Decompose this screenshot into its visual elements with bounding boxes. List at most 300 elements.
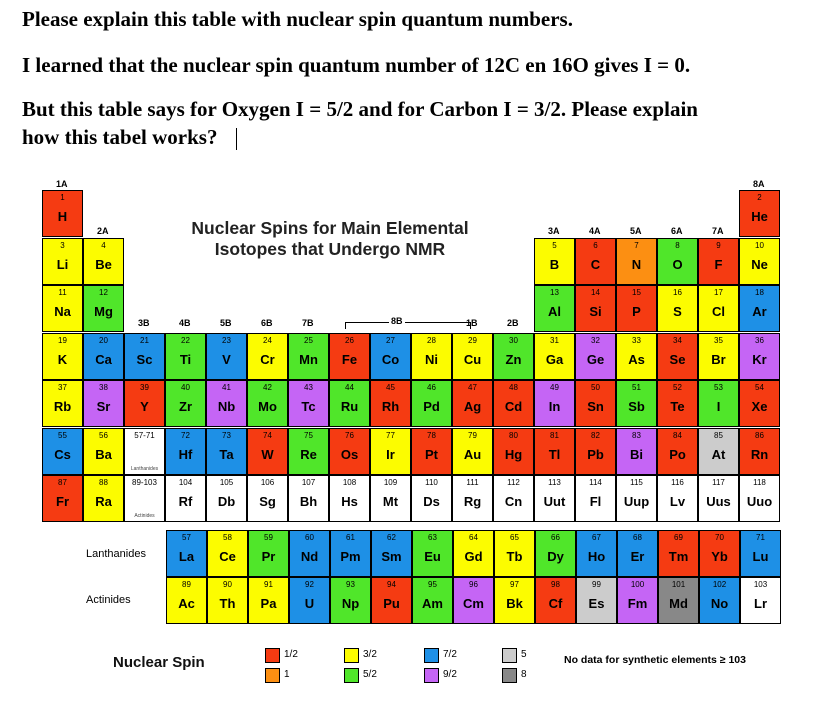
element-cell-bi bbox=[616, 428, 657, 475]
atomic-number: 21 bbox=[140, 335, 149, 345]
atomic-number: 47 bbox=[468, 383, 477, 392]
legend-label: 9/2 bbox=[443, 669, 457, 680]
element-cell-fl bbox=[575, 475, 616, 522]
element-cell-at bbox=[698, 428, 739, 475]
element-symbol: Ho bbox=[587, 549, 606, 564]
element-symbol: Bh bbox=[299, 494, 318, 509]
element-symbol: Hg bbox=[504, 446, 523, 462]
atomic-number: 101 bbox=[671, 580, 686, 589]
atomic-number: 59 bbox=[264, 533, 273, 542]
group-label-3a: 3A bbox=[548, 226, 560, 236]
element-cell-u bbox=[289, 577, 330, 624]
element-symbol: Be bbox=[95, 256, 112, 272]
element-symbol: Tl bbox=[548, 446, 561, 462]
group-label-1a: 1A bbox=[56, 179, 68, 189]
element-symbol: Rg bbox=[463, 494, 482, 509]
group-label-8b: 8B bbox=[391, 316, 403, 326]
group-label-2a: 2A bbox=[97, 226, 109, 236]
element-symbol: Ds bbox=[423, 494, 440, 509]
element-cell-yb bbox=[699, 530, 740, 577]
element-symbol: Lr bbox=[754, 596, 767, 611]
atomic-number: 97 bbox=[510, 580, 519, 589]
atomic-number: 100 bbox=[630, 580, 645, 589]
element-cell-bh bbox=[288, 475, 329, 522]
element-symbol: Pd bbox=[423, 399, 440, 414]
element-symbol: Lu bbox=[752, 549, 769, 564]
element-cell-uuo bbox=[739, 475, 780, 522]
element-symbol: Sg bbox=[259, 494, 276, 509]
element-cell-hf bbox=[165, 428, 206, 475]
element-cell-nb bbox=[206, 380, 247, 427]
atomic-number: 62 bbox=[387, 533, 396, 542]
atomic-number: 44 bbox=[345, 383, 354, 392]
atomic-number: 118 bbox=[753, 478, 766, 487]
element-cell-pb bbox=[575, 428, 616, 475]
atomic-number: 23 bbox=[222, 335, 231, 345]
element-symbol: Uup bbox=[623, 494, 650, 509]
element-cell-c bbox=[575, 238, 616, 285]
element-symbol: Se bbox=[669, 351, 686, 367]
element-symbol: I bbox=[716, 399, 721, 414]
element-symbol: Sb bbox=[628, 399, 645, 414]
element-cell-he bbox=[739, 190, 780, 237]
atomic-number: 70 bbox=[715, 533, 724, 542]
element-cell-v bbox=[206, 333, 247, 380]
atomic-number: 103 bbox=[753, 580, 768, 589]
question-line-3: But this table says for Oxygen I = 5/2 and for Carbon I = 3/2. Please explain bbox=[22, 97, 698, 121]
atomic-number: 14 bbox=[591, 288, 600, 297]
legend-label: 5/2 bbox=[363, 669, 377, 680]
atomic-number: 9 bbox=[716, 240, 721, 250]
element-cell-mn bbox=[288, 333, 329, 380]
atomic-number: 32 bbox=[591, 335, 600, 345]
group-label-4a: 4A bbox=[589, 226, 601, 236]
element-symbol: Ge bbox=[586, 351, 605, 367]
element-cell-no bbox=[699, 577, 740, 624]
element-symbol: U bbox=[304, 596, 315, 611]
element-cell-pa bbox=[248, 577, 289, 624]
element-symbol: Nb bbox=[217, 399, 236, 414]
group-label-6a: 6A bbox=[671, 226, 683, 236]
element-symbol: P bbox=[632, 304, 641, 319]
element-cell-na bbox=[42, 285, 83, 332]
atomic-number: 53 bbox=[714, 383, 723, 392]
atomic-number: 31 bbox=[550, 335, 559, 345]
element-cell-y bbox=[124, 380, 165, 427]
element-cell-am bbox=[412, 577, 453, 624]
atomic-number: 91 bbox=[264, 580, 273, 589]
element-cell-md bbox=[658, 577, 699, 624]
group-label-4b: 4B bbox=[179, 318, 191, 328]
atomic-number: 116 bbox=[671, 478, 684, 487]
atomic-number: 50 bbox=[591, 383, 600, 392]
atomic-number: 110 bbox=[425, 478, 438, 487]
element-cell-br bbox=[698, 333, 739, 380]
atomic-number: 73 bbox=[222, 430, 231, 440]
element-symbol: Cd bbox=[504, 399, 523, 414]
atomic-number: 37 bbox=[58, 383, 67, 392]
element-symbol: C bbox=[590, 256, 601, 272]
series-note: Actinides bbox=[134, 513, 155, 519]
element-symbol: Zn bbox=[505, 351, 522, 367]
element-symbol: Xe bbox=[751, 399, 768, 414]
table-title-line-1: Nuclear Spins for Main Elemental bbox=[191, 218, 469, 238]
atomic-number: 3 bbox=[60, 240, 65, 250]
group-label-8a: 8A bbox=[753, 179, 765, 189]
atomic-number: 75 bbox=[304, 430, 313, 440]
element-cell-ho bbox=[576, 530, 617, 577]
atomic-number: 104 bbox=[178, 478, 193, 487]
element-cell-hs bbox=[329, 475, 370, 522]
element-symbol: Rf bbox=[178, 494, 193, 509]
lanthanides-row-label: Lanthanides bbox=[86, 548, 146, 560]
element-cell-zr bbox=[165, 380, 206, 427]
element-cell-sm bbox=[371, 530, 412, 577]
element-symbol: Pb bbox=[587, 446, 604, 462]
group-label-5a: 5A bbox=[630, 226, 642, 236]
element-cell-cf bbox=[535, 577, 576, 624]
element-cell-db bbox=[206, 475, 247, 522]
element-symbol: Hf bbox=[178, 446, 193, 462]
element-cell-cn bbox=[493, 475, 534, 522]
atomic-number: 41 bbox=[222, 383, 231, 392]
element-cell-ge bbox=[575, 333, 616, 380]
element-cell-uus bbox=[698, 475, 739, 522]
element-symbol: Tb bbox=[506, 549, 523, 564]
element-cell-os bbox=[329, 428, 370, 475]
element-cell-sn bbox=[575, 380, 616, 427]
atomic-number: 49 bbox=[550, 383, 559, 392]
element-symbol: Au bbox=[463, 446, 482, 462]
table-title bbox=[160, 218, 500, 260]
element-cell-tm bbox=[658, 530, 699, 577]
element-cell-tc bbox=[288, 380, 329, 427]
group-label-3b: 3B bbox=[138, 318, 150, 328]
element-cell-mg bbox=[83, 285, 124, 332]
atomic-number: 76 bbox=[345, 430, 354, 440]
atomic-number: 40 bbox=[181, 383, 190, 392]
atomic-number: 67 bbox=[592, 533, 601, 542]
atomic-number: 58 bbox=[223, 533, 232, 542]
atomic-number: 72 bbox=[181, 430, 190, 440]
atomic-number: 102 bbox=[712, 580, 727, 589]
atomic-number: 93 bbox=[346, 580, 355, 589]
element-cell-f bbox=[698, 238, 739, 285]
group-label-2b: 2B bbox=[507, 318, 519, 328]
atomic-number: 18 bbox=[755, 288, 764, 297]
element-symbol: Cl bbox=[712, 304, 725, 319]
element-cell-rf bbox=[165, 475, 206, 522]
element-cell-57-71 bbox=[124, 428, 165, 475]
element-symbol: Eu bbox=[424, 549, 441, 564]
element-symbol: Ru bbox=[340, 399, 359, 414]
atomic-number: 22 bbox=[181, 335, 190, 345]
element-cell-ni bbox=[411, 333, 452, 380]
element-cell-pd bbox=[411, 380, 452, 427]
atomic-number: 111 bbox=[466, 478, 479, 487]
element-cell-cd bbox=[493, 380, 534, 427]
atomic-number: 36 bbox=[755, 335, 764, 345]
element-symbol: Bk bbox=[506, 596, 523, 611]
legend-swatch bbox=[265, 668, 280, 683]
atomic-number: 1 bbox=[60, 193, 65, 202]
element-symbol: Ag bbox=[463, 399, 482, 414]
atomic-number: 24 bbox=[263, 335, 272, 345]
element-symbol: Si bbox=[589, 304, 602, 319]
atomic-number: 84 bbox=[673, 430, 682, 440]
group-label-6b: 6B bbox=[261, 318, 273, 328]
atomic-number: 95 bbox=[428, 580, 437, 589]
group-label-7a: 7A bbox=[712, 226, 724, 236]
atomic-number: 11 bbox=[58, 288, 67, 297]
element-cell-np bbox=[330, 577, 371, 624]
atomic-number: 109 bbox=[383, 478, 398, 487]
atomic-number: 117 bbox=[712, 478, 725, 487]
atomic-number: 82 bbox=[591, 430, 600, 440]
atomic-number: 25 bbox=[304, 335, 313, 345]
atomic-number: 64 bbox=[469, 533, 478, 542]
atomic-number: 86 bbox=[755, 430, 764, 440]
atomic-number: 94 bbox=[387, 580, 396, 589]
element-cell-tl bbox=[534, 428, 575, 475]
element-symbol: Po bbox=[669, 446, 686, 462]
element-symbol: Sr bbox=[96, 399, 111, 414]
element-cell-uup bbox=[616, 475, 657, 522]
element-symbol: Uus bbox=[706, 494, 731, 509]
atomic-number: 28 bbox=[427, 335, 436, 345]
legend-label: 3/2 bbox=[363, 649, 377, 660]
element-symbol: As bbox=[628, 351, 645, 367]
atomic-number: 92 bbox=[305, 580, 314, 589]
atomic-number: 99 bbox=[592, 580, 601, 589]
legend-title: Nuclear Spin bbox=[113, 654, 205, 671]
element-symbol: Mo bbox=[258, 399, 277, 414]
legend-swatch bbox=[502, 648, 517, 663]
atomic-number: 30 bbox=[509, 335, 518, 345]
element-cell-ra bbox=[83, 475, 124, 522]
atomic-number: 17 bbox=[714, 288, 723, 297]
element-cell-ba bbox=[83, 428, 124, 475]
element-symbol: In bbox=[548, 399, 561, 414]
element-cell-ce bbox=[207, 530, 248, 577]
legend-swatch bbox=[424, 668, 439, 683]
legend-swatch bbox=[502, 668, 517, 683]
element-cell-mt bbox=[370, 475, 411, 522]
element-symbol: Pt bbox=[425, 446, 438, 462]
atomic-number: 19 bbox=[58, 335, 67, 345]
atomic-number: 74 bbox=[263, 430, 272, 440]
atomic-number: 81 bbox=[550, 430, 559, 440]
element-cell-ne bbox=[739, 238, 780, 285]
atomic-number: 80 bbox=[509, 430, 518, 440]
element-cell-as bbox=[616, 333, 657, 380]
atomic-number: 115 bbox=[630, 478, 643, 487]
element-symbol: Bi bbox=[630, 446, 643, 462]
atomic-number: 68 bbox=[633, 533, 642, 542]
element-cell-pm bbox=[330, 530, 371, 577]
atomic-number: 71 bbox=[756, 533, 765, 542]
atomic-number: 89-103 bbox=[132, 478, 157, 487]
element-cell-xe bbox=[739, 380, 780, 427]
atomic-number: 29 bbox=[468, 335, 477, 345]
atomic-number: 34 bbox=[673, 335, 682, 345]
atomic-number: 15 bbox=[632, 288, 641, 297]
element-cell-es bbox=[576, 577, 617, 624]
element-symbol: Nd bbox=[300, 549, 319, 564]
element-symbol: Uuo bbox=[746, 494, 773, 509]
element-symbol: Fm bbox=[627, 596, 648, 611]
atomic-number: 79 bbox=[468, 430, 477, 440]
atomic-number: 65 bbox=[510, 533, 519, 542]
atomic-number: 105 bbox=[219, 478, 234, 487]
element-symbol: Ir bbox=[386, 446, 395, 462]
element-symbol: Y bbox=[140, 399, 149, 414]
element-cell-in bbox=[534, 380, 575, 427]
element-cell-sc bbox=[124, 333, 165, 380]
atomic-number: 57 bbox=[182, 533, 191, 542]
element-cell-lu bbox=[740, 530, 781, 577]
series-note: Lanthanides bbox=[130, 465, 159, 472]
atomic-number: 106 bbox=[260, 478, 275, 487]
atomic-number: 69 bbox=[674, 533, 683, 542]
atomic-number: 96 bbox=[469, 580, 478, 589]
element-cell-bk bbox=[494, 577, 535, 624]
element-symbol: Ti bbox=[179, 351, 192, 367]
atomic-number: 61 bbox=[346, 533, 355, 542]
element-symbol: Os bbox=[340, 446, 359, 462]
element-cell-ds bbox=[411, 475, 452, 522]
atomic-number: 4 bbox=[101, 240, 106, 250]
atomic-number: 113 bbox=[548, 478, 561, 487]
element-cell-sg bbox=[247, 475, 288, 522]
group-label-7b: 7B bbox=[302, 318, 314, 328]
atomic-number: 26 bbox=[345, 335, 354, 345]
element-symbol: Ar bbox=[752, 304, 767, 319]
element-symbol: Gd bbox=[464, 549, 483, 564]
element-symbol: Mn bbox=[299, 351, 318, 367]
element-symbol: Pm bbox=[340, 549, 361, 564]
atomic-number: 89 bbox=[182, 580, 191, 589]
atomic-number: 78 bbox=[427, 430, 436, 440]
element-cell-tb bbox=[494, 530, 535, 577]
legend-label: 1/2 bbox=[284, 649, 298, 660]
element-cell-co bbox=[370, 333, 411, 380]
element-symbol: Mt bbox=[382, 494, 399, 509]
element-cell-dy bbox=[535, 530, 576, 577]
atomic-number: 27 bbox=[386, 335, 395, 345]
element-symbol: Ta bbox=[219, 446, 234, 462]
element-symbol: Np bbox=[341, 596, 360, 611]
atomic-number: 8 bbox=[675, 240, 680, 250]
element-cell-ac bbox=[166, 577, 207, 624]
element-symbol: Md bbox=[669, 596, 688, 611]
element-symbol: Pa bbox=[260, 596, 277, 611]
atomic-number: 66 bbox=[551, 533, 560, 542]
element-symbol: Ca bbox=[95, 351, 112, 367]
atomic-number: 107 bbox=[301, 478, 316, 487]
atomic-number: 77 bbox=[386, 430, 395, 440]
element-cell-i bbox=[698, 380, 739, 427]
atomic-number: 12 bbox=[99, 288, 108, 297]
element-cell-ga bbox=[534, 333, 575, 380]
element-cell-cl bbox=[698, 285, 739, 332]
element-cell-lr bbox=[740, 577, 781, 624]
element-symbol: K bbox=[57, 351, 68, 367]
atomic-number: 98 bbox=[551, 580, 560, 589]
question-line-4: how this tabel works? bbox=[22, 125, 218, 149]
element-cell-uut bbox=[534, 475, 575, 522]
atomic-number: 38 bbox=[99, 383, 108, 392]
atomic-number: 60 bbox=[305, 533, 314, 542]
atomic-number: 57-71 bbox=[134, 430, 155, 440]
element-cell-rb bbox=[42, 380, 83, 427]
element-symbol: B bbox=[549, 256, 560, 272]
atomic-number: 16 bbox=[673, 288, 682, 297]
element-symbol: Ra bbox=[95, 494, 112, 509]
element-symbol: Rn bbox=[750, 446, 769, 462]
element-symbol: Ne bbox=[751, 256, 768, 272]
element-symbol: La bbox=[178, 549, 195, 564]
element-cell-re bbox=[288, 428, 329, 475]
actinides-row-label: Actinides bbox=[86, 594, 131, 606]
legend-label: 5 bbox=[521, 649, 527, 660]
element-cell-lv bbox=[657, 475, 698, 522]
element-symbol: Ni bbox=[425, 351, 438, 367]
element-cell-89-103 bbox=[124, 475, 165, 522]
element-symbol: F bbox=[714, 256, 723, 272]
element-symbol: Pu bbox=[383, 596, 400, 611]
element-cell-po bbox=[657, 428, 698, 475]
atomic-number: 52 bbox=[673, 383, 682, 392]
element-symbol: Ga bbox=[545, 351, 564, 367]
element-symbol: Rb bbox=[53, 399, 72, 414]
atomic-number: 85 bbox=[714, 430, 723, 440]
element-cell-w bbox=[247, 428, 288, 475]
group-label-5b: 5B bbox=[220, 318, 232, 328]
atomic-number: 88 bbox=[99, 478, 108, 487]
atomic-number: 51 bbox=[632, 383, 641, 392]
element-symbol: S bbox=[673, 304, 682, 319]
element-symbol: H bbox=[57, 209, 68, 224]
atomic-number: 108 bbox=[342, 478, 357, 487]
element-symbol: Hs bbox=[341, 494, 358, 509]
element-symbol: Mg bbox=[94, 304, 113, 319]
element-symbol: Sc bbox=[136, 351, 153, 367]
element-symbol: Fl bbox=[589, 494, 602, 509]
atomic-number: 43 bbox=[304, 383, 313, 392]
atomic-number: 13 bbox=[550, 288, 559, 297]
element-symbol: Br bbox=[711, 351, 726, 367]
atomic-number: 10 bbox=[755, 240, 764, 250]
atomic-number: 48 bbox=[509, 383, 518, 392]
element-cell-be bbox=[83, 238, 124, 285]
element-cell-eu bbox=[412, 530, 453, 577]
atomic-number: 90 bbox=[223, 580, 232, 589]
element-cell-th bbox=[207, 577, 248, 624]
element-symbol: Cs bbox=[54, 446, 71, 462]
element-cell-fr bbox=[42, 475, 83, 522]
element-symbol: Sm bbox=[381, 549, 402, 564]
element-symbol: Uut bbox=[543, 494, 566, 509]
atomic-number: 39 bbox=[140, 383, 149, 392]
element-cell-pu bbox=[371, 577, 412, 624]
element-symbol: Al bbox=[548, 304, 561, 319]
element-cell-fe bbox=[329, 333, 370, 380]
atomic-number: 2 bbox=[757, 193, 762, 202]
element-symbol: He bbox=[751, 209, 768, 224]
element-cell-s bbox=[657, 285, 698, 332]
element-symbol: Cf bbox=[548, 596, 563, 611]
